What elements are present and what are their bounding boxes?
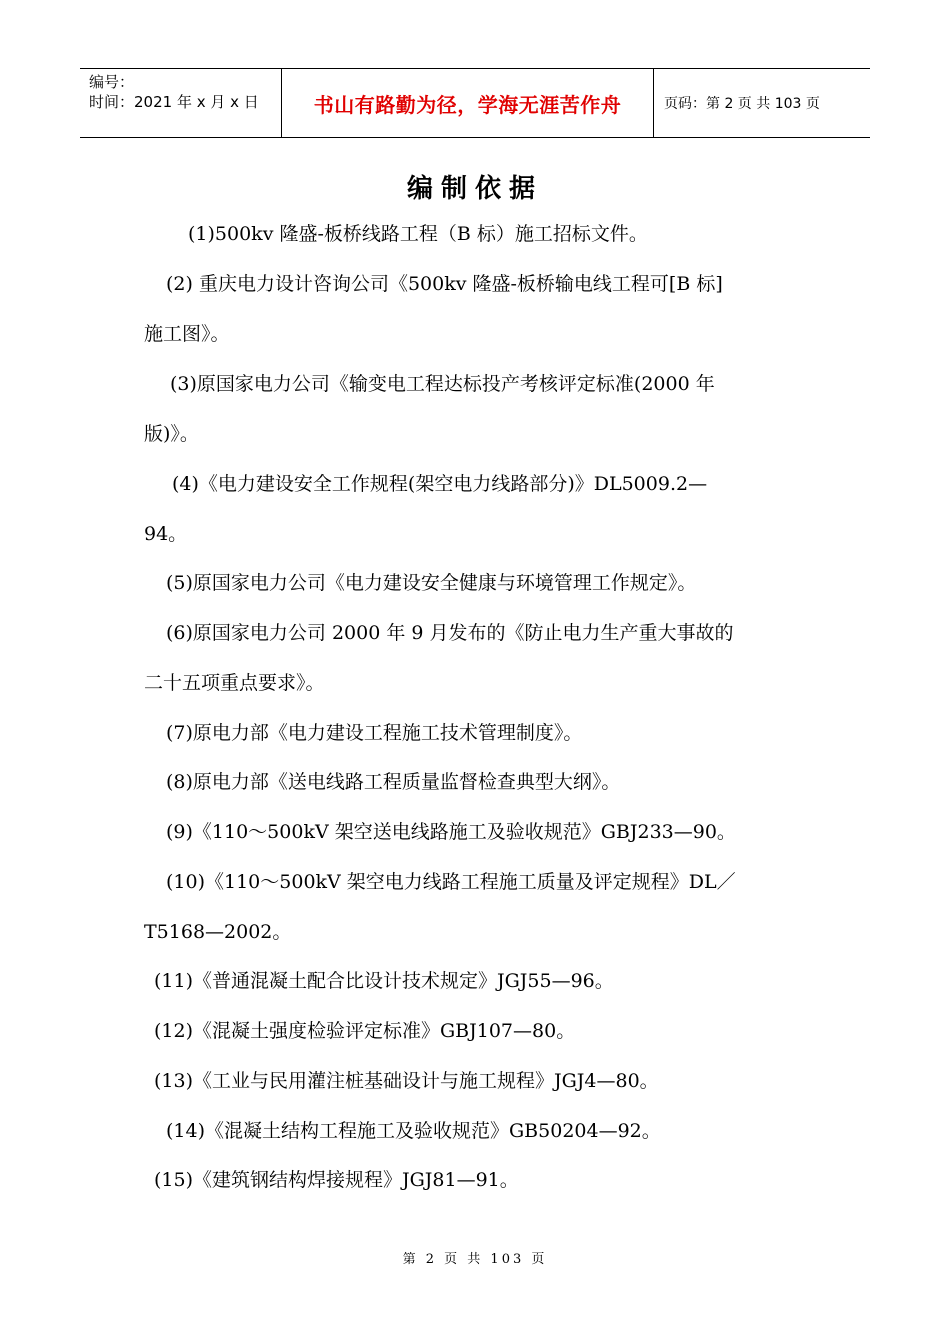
header-page-info: 页码：第 2 页 共 103 页 [664, 96, 820, 112]
reference-line: (1)500kv 隆盛-板桥线路工程（B 标）施工招标文件。 [188, 223, 648, 245]
document-number-label: 编号： [89, 73, 135, 91]
document-date: 时间：2021 年 x 月 x 日 [89, 93, 259, 111]
reference-line: (2) 重庆电力设计咨询公司《500kv 隆盛-板桥输电线工程可[B 标] [166, 273, 723, 295]
reference-line: 94。 [144, 523, 188, 545]
reference-line: (13)《工业与民用灌注桩基础设计与施工规程》JGJ4—80。 [154, 1070, 659, 1092]
reference-line: (14)《混凝土结构工程施工及验收规范》GB50204—92。 [166, 1120, 661, 1142]
reference-line: (5)原国家电力公司《电力建设安全健康与环境管理工作规定》。 [166, 572, 697, 594]
reference-line: (10)《110～500kV 架空电力线路工程施工质量及评定规程》DL／ [166, 871, 736, 893]
header-motto: 书山有路勤为径，学海无涯苦作舟 [282, 69, 654, 137]
reference-line: T5168—2002。 [144, 921, 292, 943]
reference-line: 施工图》。 [144, 323, 230, 345]
reference-line: (12)《混凝土强度检验评定标准》GBJ107—80。 [154, 1020, 576, 1042]
reference-line: 版)》。 [144, 423, 199, 445]
reference-line: (4)《电力建设安全工作规程(架空电力线路部分)》DL5009.2— [172, 473, 708, 495]
reference-line: (8)原电力部《送电线路工程质量监督检查典型大纲》。 [166, 771, 621, 793]
reference-line: (3)原国家电力公司《输变电工程达标投产考核评定标准(2000 年 [170, 373, 715, 395]
reference-line: (15)《建筑钢结构焊接规程》JGJ81—91。 [154, 1169, 519, 1191]
section-title: 编制依据 [406, 174, 543, 204]
reference-line: (6)原国家电力公司 2000 年 9 月发布的《防止电力生产重大事故的 [166, 622, 734, 644]
header-left-cell [80, 69, 282, 137]
reference-line: 二十五项重点要求》。 [144, 672, 325, 694]
reference-line: (9)《110～500kV 架空送电线路施工及验收规范》GBJ233—90。 [166, 821, 736, 843]
page-footer: 第 2 页 共 103 页 [402, 1252, 548, 1267]
reference-line: (11)《普通混凝土配合比设计技术规定》JGJ55—96。 [154, 970, 614, 992]
header-table [80, 68, 870, 138]
reference-line: (7)原电力部《电力建设工程施工技术管理制度》。 [166, 722, 583, 744]
